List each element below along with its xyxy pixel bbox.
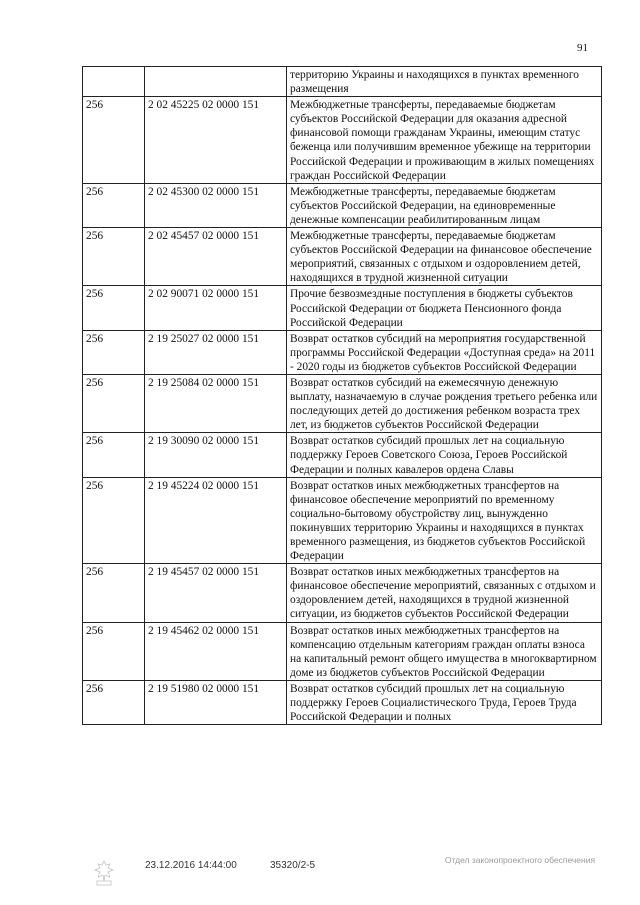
admin-code-cell: 256 [83, 680, 145, 724]
description-cell: Возврат остатков иных межбюджетных трансфертов на финансовое обеспечение мероприятий по временному социально-бытовому обустройству лиц, вынужденно покинувших территорию Украины и находящихся в пунктах временного размещения, из бюджетов субъектов Российской Федерации [287, 477, 602, 564]
budget-code-cell: 2 02 45225 02 0000 151 [145, 97, 287, 184]
table-row [83, 330, 602, 374]
table-row [83, 228, 602, 286]
budget-code-cell: 2 02 45300 02 0000 151 [145, 183, 287, 227]
description-cell: Возврат остатков субсидий на мероприятия государственной программы Российской Федерации «Доступная среда» на 2011 - 2020 годы из бюджетов субъектов Российской Федерации [287, 330, 602, 374]
admin-code-cell: 256 [83, 330, 145, 374]
admin-code-cell: 256 [83, 286, 145, 330]
budget-code-cell: 2 19 25084 02 0000 151 [145, 374, 287, 432]
description-cell: Возврат остатков субсидий прошлых лет на социальную поддержку Героев Социалистического Труда, Героев Труда Российской Федерации и полных [287, 680, 602, 724]
budget-classification-table [82, 66, 602, 725]
budget-code-cell: 2 02 90071 02 0000 151 [145, 286, 287, 330]
emblem-icon [93, 860, 115, 886]
admin-code-cell: 256 [83, 433, 145, 477]
table-row [83, 564, 602, 622]
table-row [83, 680, 602, 724]
description-cell: Межбюджетные трансферты, передаваемые бюджетам субъектов Российской Федерации для оказания адресной финансовой помощи гражданам Украины, имеющим статус беженца или получившим временное убежище на территории Российской Федерации и проживающим в жилых помещениях граждан Российской Федерации [287, 97, 602, 184]
description-cell: Прочие безвозмездные поступления в бюджеты субъектов Российской Федерации от бюджета Пенсионного фонда Российской Федерации [287, 286, 602, 330]
footer-date: 23.12.2016 14:44:00 [145, 860, 237, 871]
table-row [83, 433, 602, 477]
table-row [83, 183, 602, 227]
admin-code-cell: 256 [83, 228, 145, 286]
admin-code-cell: 256 [83, 374, 145, 432]
budget-code-cell: 2 19 45224 02 0000 151 [145, 477, 287, 564]
table-row [83, 67, 602, 97]
budget-code-cell: 2 19 25027 02 0000 151 [145, 330, 287, 374]
footer-stamp: Отдел законопроектного обеспечения [444, 855, 596, 865]
table-row [83, 477, 602, 564]
description-cell: Возврат остатков субсидий на ежемесячную денежную выплату, назначаемую в случае рождения третьего ребенка или последующих детей до достижения ребенком возраста трех лет, из бюджетов субъектов Российской Федерации [287, 374, 602, 432]
description-cell: Возврат остатков иных межбюджетных трансфертов на компенсацию отдельным категориям граждан оплаты взноса на капитальный ремонт общего имущества в многоквартирном доме из бюджетов субъектов Российской Федерации [287, 622, 602, 680]
description-cell: Возврат остатков иных межбюджетных трансфертов на финансовое обеспечение мероприятий, связанных с отдыхом и оздоровлением детей, находящихся в трудной жизненной ситуации, из бюджетов субъектов Российской Федерации [287, 564, 602, 622]
table-row [83, 286, 602, 330]
admin-code-cell: 256 [83, 97, 145, 184]
budget-code-cell: 2 19 51980 02 0000 151 [145, 680, 287, 724]
description-cell: Межбюджетные трансферты, передаваемые бюджетам субъектов Российской Федерации на финансовое обеспечение мероприятий, связанных с отдыхом и оздоровлением детей, находящихся в трудной жизненной ситуации [287, 228, 602, 286]
budget-code-cell: 2 19 30090 02 0000 151 [145, 433, 287, 477]
footer-document-code: 35320/2-5 [270, 860, 316, 871]
admin-code-cell: 256 [83, 477, 145, 564]
admin-code-cell: 256 [83, 564, 145, 622]
page-footer [0, 852, 640, 892]
description-cell: территорию Украины и находящихся в пунктах временного размещения [287, 67, 602, 97]
description-cell: Межбюджетные трансферты, передаваемые бюджетам субъектов Российской Федерации, на единовременные денежные компенсации реабилитированным лицам [287, 183, 602, 227]
admin-code-cell: 256 [83, 622, 145, 680]
page-number: 91 [577, 42, 588, 54]
budget-code-cell: 2 02 45457 02 0000 151 [145, 228, 287, 286]
table-body [83, 67, 602, 725]
budget-code-cell [145, 67, 287, 97]
admin-code-cell: 256 [83, 183, 145, 227]
admin-code-cell [83, 67, 145, 97]
table-row [83, 97, 602, 184]
description-cell: Возврат остатков субсидий прошлых лет на социальную поддержку Героев Советского Союза, Героев Российской Федерации и полных кавалеров ордена Славы [287, 433, 602, 477]
budget-code-cell: 2 19 45457 02 0000 151 [145, 564, 287, 622]
budget-code-cell: 2 19 45462 02 0000 151 [145, 622, 287, 680]
table-row [83, 374, 602, 432]
table-row [83, 622, 602, 680]
